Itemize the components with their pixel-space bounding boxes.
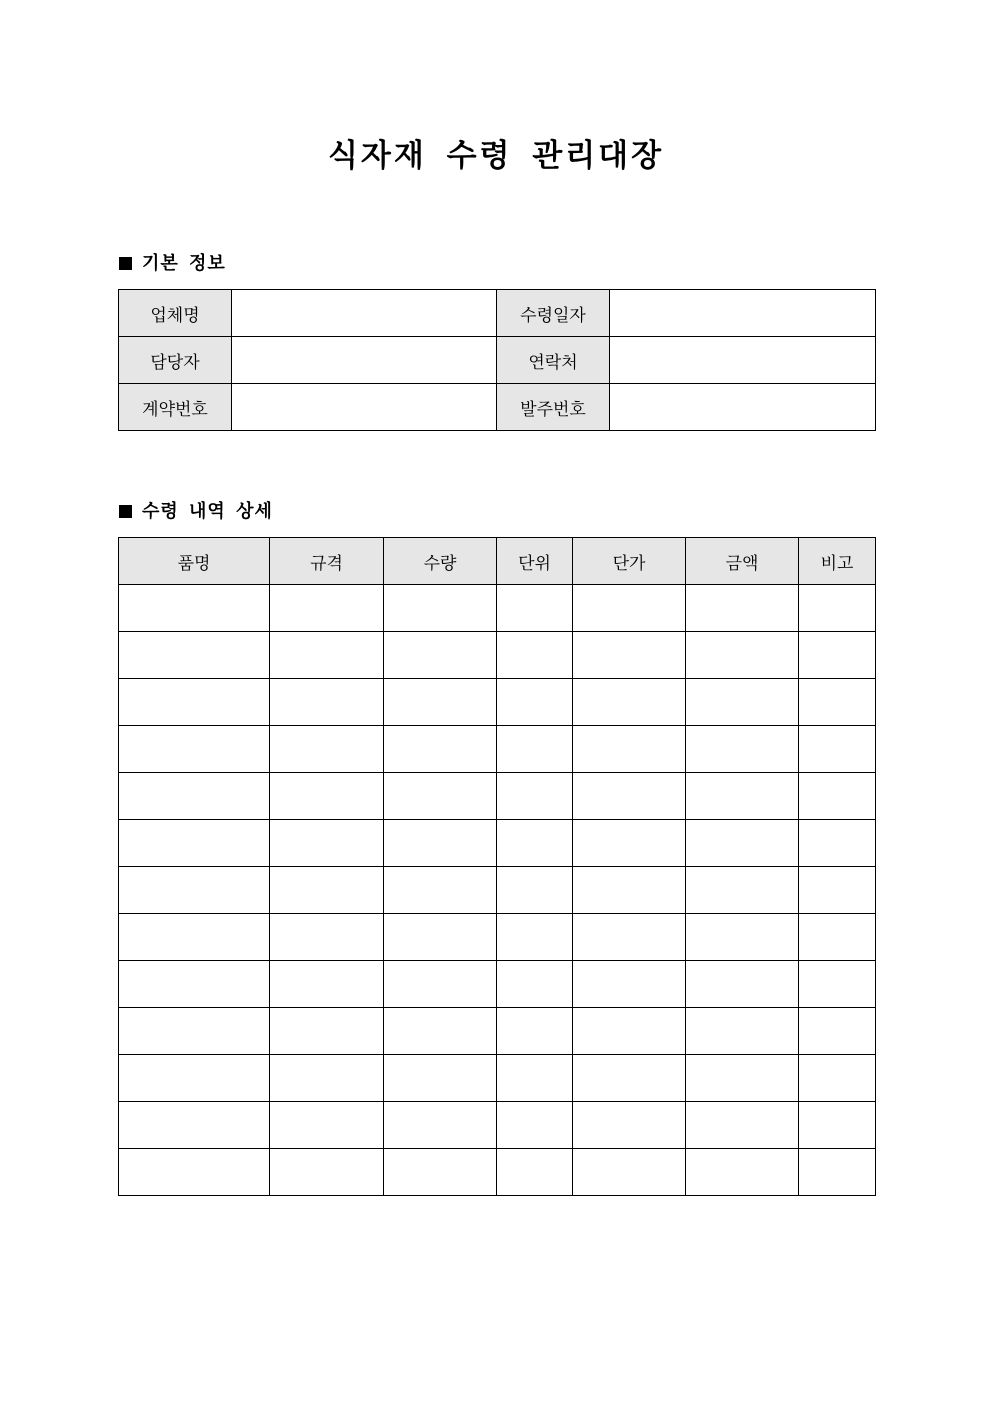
amount-cell[interactable] bbox=[686, 585, 799, 632]
table-row bbox=[119, 867, 876, 914]
basic-info-row bbox=[119, 337, 876, 384]
remarks-cell[interactable] bbox=[799, 1149, 876, 1196]
table-row bbox=[119, 726, 876, 773]
spec-cell[interactable] bbox=[270, 961, 384, 1008]
contract-number-label: 계약번호 bbox=[119, 384, 232, 431]
contact-label: 연락처 bbox=[497, 337, 610, 384]
item-name-cell[interactable] bbox=[119, 632, 270, 679]
item-name-cell[interactable] bbox=[119, 914, 270, 961]
remarks-cell[interactable] bbox=[799, 1008, 876, 1055]
remarks-cell[interactable] bbox=[799, 585, 876, 632]
table-row bbox=[119, 585, 876, 632]
page-title: 식자재 수령 관리대장 bbox=[327, 138, 665, 174]
column-header-quantity: 수량 bbox=[384, 538, 497, 585]
remarks-cell[interactable] bbox=[799, 632, 876, 679]
item-name-cell[interactable] bbox=[119, 726, 270, 773]
basic-info-heading-text: 기본 정보 bbox=[142, 253, 226, 274]
remarks-cell[interactable] bbox=[799, 914, 876, 961]
quantity-cell[interactable] bbox=[384, 914, 497, 961]
unit-price-cell[interactable] bbox=[573, 726, 686, 773]
item-name-cell[interactable] bbox=[119, 1008, 270, 1055]
quantity-cell[interactable] bbox=[384, 679, 497, 726]
unit-price-cell[interactable] bbox=[573, 1102, 686, 1149]
table-row bbox=[119, 914, 876, 961]
quantity-cell[interactable] bbox=[384, 1008, 497, 1055]
unit-price-cell[interactable] bbox=[573, 1008, 686, 1055]
spec-cell[interactable] bbox=[270, 1055, 384, 1102]
amount-cell[interactable] bbox=[686, 1149, 799, 1196]
amount-cell[interactable] bbox=[686, 773, 799, 820]
column-header-spec: 규격 bbox=[270, 538, 384, 585]
item-name-cell[interactable] bbox=[119, 820, 270, 867]
spec-cell[interactable] bbox=[270, 1149, 384, 1196]
spec-cell[interactable] bbox=[270, 820, 384, 867]
amount-cell[interactable] bbox=[686, 914, 799, 961]
vendor-name-label: 업체명 bbox=[119, 290, 232, 337]
square-bullet-icon bbox=[119, 505, 132, 518]
table-row bbox=[119, 1008, 876, 1055]
unit-cell[interactable] bbox=[497, 1102, 573, 1149]
unit-cell[interactable] bbox=[497, 585, 573, 632]
item-name-cell[interactable] bbox=[119, 1102, 270, 1149]
table-row bbox=[119, 1149, 876, 1196]
vendor-name-field[interactable] bbox=[232, 290, 497, 337]
amount-cell[interactable] bbox=[686, 632, 799, 679]
order-number-field[interactable] bbox=[610, 384, 876, 431]
quantity-cell[interactable] bbox=[384, 820, 497, 867]
unit-cell[interactable] bbox=[497, 820, 573, 867]
quantity-cell[interactable] bbox=[384, 1055, 497, 1102]
unit-price-cell[interactable] bbox=[573, 820, 686, 867]
basic-info-table bbox=[118, 289, 876, 431]
remarks-cell[interactable] bbox=[799, 679, 876, 726]
basic-info-row bbox=[119, 384, 876, 431]
amount-cell[interactable] bbox=[686, 1008, 799, 1055]
column-header-unit-price: 단가 bbox=[573, 538, 686, 585]
table-row bbox=[119, 820, 876, 867]
unit-price-cell[interactable] bbox=[573, 867, 686, 914]
table-row bbox=[119, 1055, 876, 1102]
unit-price-cell[interactable] bbox=[573, 961, 686, 1008]
basic-info-heading bbox=[119, 252, 226, 276]
unit-price-cell[interactable] bbox=[573, 585, 686, 632]
table-row bbox=[119, 773, 876, 820]
receipt-details-heading-text: 수령 내역 상세 bbox=[142, 501, 273, 522]
quantity-cell[interactable] bbox=[384, 1149, 497, 1196]
unit-cell[interactable] bbox=[497, 632, 573, 679]
unit-price-cell[interactable] bbox=[573, 914, 686, 961]
spec-cell[interactable] bbox=[270, 726, 384, 773]
unit-cell[interactable] bbox=[497, 1055, 573, 1102]
quantity-cell[interactable] bbox=[384, 961, 497, 1008]
remarks-cell[interactable] bbox=[799, 867, 876, 914]
spec-cell[interactable] bbox=[270, 1008, 384, 1055]
receipt-date-label: 수령일자 bbox=[497, 290, 610, 337]
spec-cell[interactable] bbox=[270, 1102, 384, 1149]
quantity-cell[interactable] bbox=[384, 726, 497, 773]
unit-price-cell[interactable] bbox=[573, 1055, 686, 1102]
unit-cell[interactable] bbox=[497, 773, 573, 820]
spec-cell[interactable] bbox=[270, 773, 384, 820]
item-name-cell[interactable] bbox=[119, 961, 270, 1008]
receipt-date-field[interactable] bbox=[610, 290, 876, 337]
remarks-cell[interactable] bbox=[799, 726, 876, 773]
contact-field[interactable] bbox=[610, 337, 876, 384]
quantity-cell[interactable] bbox=[384, 867, 497, 914]
unit-cell[interactable] bbox=[497, 914, 573, 961]
manager-label: 담당자 bbox=[119, 337, 232, 384]
spec-cell[interactable] bbox=[270, 867, 384, 914]
amount-cell[interactable] bbox=[686, 1055, 799, 1102]
table-header-row bbox=[119, 538, 876, 585]
receipt-details-table bbox=[118, 537, 876, 1196]
remarks-cell[interactable] bbox=[799, 1055, 876, 1102]
column-header-remarks: 비고 bbox=[799, 538, 876, 585]
amount-cell[interactable] bbox=[686, 1102, 799, 1149]
item-name-cell[interactable] bbox=[119, 679, 270, 726]
unit-cell[interactable] bbox=[497, 726, 573, 773]
quantity-cell[interactable] bbox=[384, 1102, 497, 1149]
order-number-label: 발주번호 bbox=[497, 384, 610, 431]
unit-cell[interactable] bbox=[497, 961, 573, 1008]
unit-cell[interactable] bbox=[497, 679, 573, 726]
unit-cell[interactable] bbox=[497, 1149, 573, 1196]
table-row bbox=[119, 632, 876, 679]
amount-cell[interactable] bbox=[686, 867, 799, 914]
remarks-cell[interactable] bbox=[799, 1102, 876, 1149]
basic-info-row bbox=[119, 290, 876, 337]
square-bullet-icon bbox=[119, 257, 132, 270]
unit-price-cell[interactable] bbox=[573, 1149, 686, 1196]
column-header-item-name: 품명 bbox=[119, 538, 270, 585]
column-header-unit: 단위 bbox=[497, 538, 573, 585]
receipt-details-heading bbox=[119, 500, 273, 524]
remarks-cell[interactable] bbox=[799, 773, 876, 820]
item-name-cell[interactable] bbox=[119, 773, 270, 820]
remarks-cell[interactable] bbox=[799, 961, 876, 1008]
item-name-cell[interactable] bbox=[119, 867, 270, 914]
table-row bbox=[119, 961, 876, 1008]
amount-cell[interactable] bbox=[686, 679, 799, 726]
amount-cell[interactable] bbox=[686, 961, 799, 1008]
amount-cell[interactable] bbox=[686, 820, 799, 867]
spec-cell[interactable] bbox=[270, 585, 384, 632]
spec-cell[interactable] bbox=[270, 914, 384, 961]
item-name-cell[interactable] bbox=[119, 1055, 270, 1102]
item-name-cell[interactable] bbox=[119, 585, 270, 632]
unit-cell[interactable] bbox=[497, 1008, 573, 1055]
receipt-details-body bbox=[119, 585, 876, 1196]
unit-price-cell[interactable] bbox=[573, 773, 686, 820]
table-row bbox=[119, 1102, 876, 1149]
spec-cell[interactable] bbox=[270, 679, 384, 726]
contract-number-field[interactable] bbox=[232, 384, 497, 431]
table-row bbox=[119, 679, 876, 726]
quantity-cell[interactable] bbox=[384, 773, 497, 820]
spec-cell[interactable] bbox=[270, 632, 384, 679]
manager-field[interactable] bbox=[232, 337, 497, 384]
quantity-cell[interactable] bbox=[384, 632, 497, 679]
unit-price-cell[interactable] bbox=[573, 632, 686, 679]
item-name-cell[interactable] bbox=[119, 1149, 270, 1196]
unit-price-cell[interactable] bbox=[573, 679, 686, 726]
remarks-cell[interactable] bbox=[799, 820, 876, 867]
unit-cell[interactable] bbox=[497, 867, 573, 914]
quantity-cell[interactable] bbox=[384, 585, 497, 632]
amount-cell[interactable] bbox=[686, 726, 799, 773]
column-header-amount: 금액 bbox=[686, 538, 799, 585]
